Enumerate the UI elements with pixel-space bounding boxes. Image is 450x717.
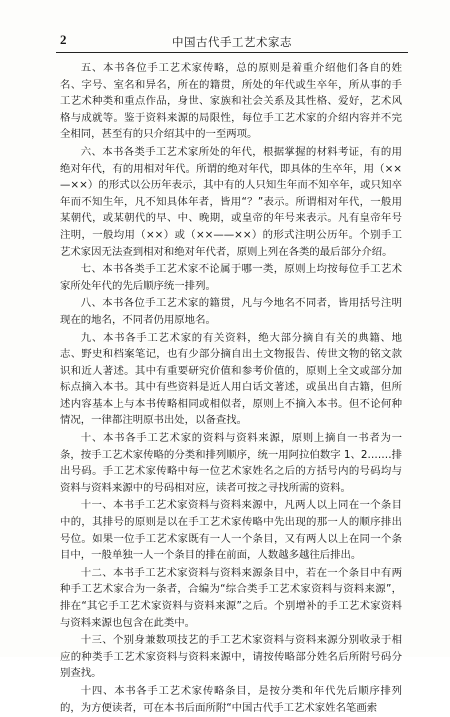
paragraph-9: 九、本书各手工艺术家的有关资料，绝大部分摘自有关的典籍、地志、野史和档案笔记，也有少部分摘自出土文物报告、传世文物的铭文款识和近人著述。其中有重要研究价值和参考价值的，原则上全文或部分加标点摘入本书。其中有些资料是近人用白话文著述，或虽出自古籍，但所述内容基本上与本书传略相同或相似者，原则上不摘入本书。但不论何种情况，一律都注明原书出处，以备查找。 (60, 331, 402, 427)
paragraph-11: 十一、本书手工艺术家资料与资料来源中，凡两人以上同在一个条目中的，其排号的原则是以在手工艺术家传略中先出现的那一人的顺序排出号位。如果一位手工艺术家既有一人一个条目，又有两人以上在同一个条目中，一般单独一人一个条目的排在前面，人数越多越往后排出。 (60, 499, 402, 562)
paragraph-14: 十四、本书各手工艺术家传略条目，是按分类和年代先后顺序排列的，为方便读者，可在本书后面所附“中国古代手工艺术家姓名笔画索 (60, 684, 402, 714)
running-title: 中国古代手工艺术家志 (172, 35, 292, 49)
page-number: 2 (60, 32, 67, 47)
paragraph-5: 五、本书各位手工艺术家传略，总的原则是着重介绍他们各自的姓名、字号、室名和异名，所在的籍贯，所处的年代或生卒年，所从事的手工艺术种类和重点作品，身世、家族和社会关系及其性格、爱好，艺术风格与成就等。鉴于资料来源的局限性，每位手工艺术家的介绍内容并不完全相同，甚至有的只介绍其中的一至两项。 (60, 62, 402, 141)
paragraph-10: 十、本书各手工艺术家的资料与资料来源，原则上摘自一书者为一条，按手工艺术家传略的分类和排列顺序，统一用阿拉伯数字 1、2.……排出号码。手工艺术家传略中每一位艺术家姓名之后的方括号内的号码均与资料与资料来源中的号码相对应，读者可按之寻找所需的资料。 (60, 432, 402, 494)
paragraph-13: 十三、个别身兼数项技艺的手工艺术家资料与资料来源分别收录于相应的种类手工艺术家资料与资料来源中，请按传略部分姓名后所附号码分别查找。 (60, 634, 402, 680)
paragraph-7: 七、本书各类手工艺术家不论属于哪一类，原则上均按每位手工艺术家所处年代的先后顺序统一排列。 (60, 263, 402, 292)
paragraph-6: 六、本书各类手工艺术家所处的年代，根据掌握的材料考证，有的用绝对年代，有的用相对年代。所谓的绝对年代，即具体的生卒年，用（××—××）的形式以公历年表示，其中有的人只知生年而不知卒年，或只知卒年而不知生年，凡不知具体年者，皆用“？”表示。所谓相对年代，一般用某朝代，或某朝代的早、中、晚期，或皇帝的年号来表示。凡有皇帝年号注明，一般均用（××）或（××——××）的形式注明公历年。个别手工艺术家因无法查到相对和绝对年代者，原则上列在各类的最后部分介绍。 (60, 145, 402, 258)
running-header (56, 30, 408, 53)
paragraph-8: 八、本书各位手工艺术家的籍贯，凡与今地名不同者，皆用括号注明现在的地名，不同者仍用原地名。 (60, 297, 402, 326)
paragraph-12: 十二、本书手工艺术家资料与资料来源条目中，若在一个条目中有两种手工艺术家合为一条者，合编为“综合类手工艺术家资料与资料来源”，排在“其它手工艺术家资料与资料来源”之后。个别增补的手工艺术家资料与资料来源也包含在此类中。 (60, 566, 402, 629)
body-text (60, 60, 402, 717)
